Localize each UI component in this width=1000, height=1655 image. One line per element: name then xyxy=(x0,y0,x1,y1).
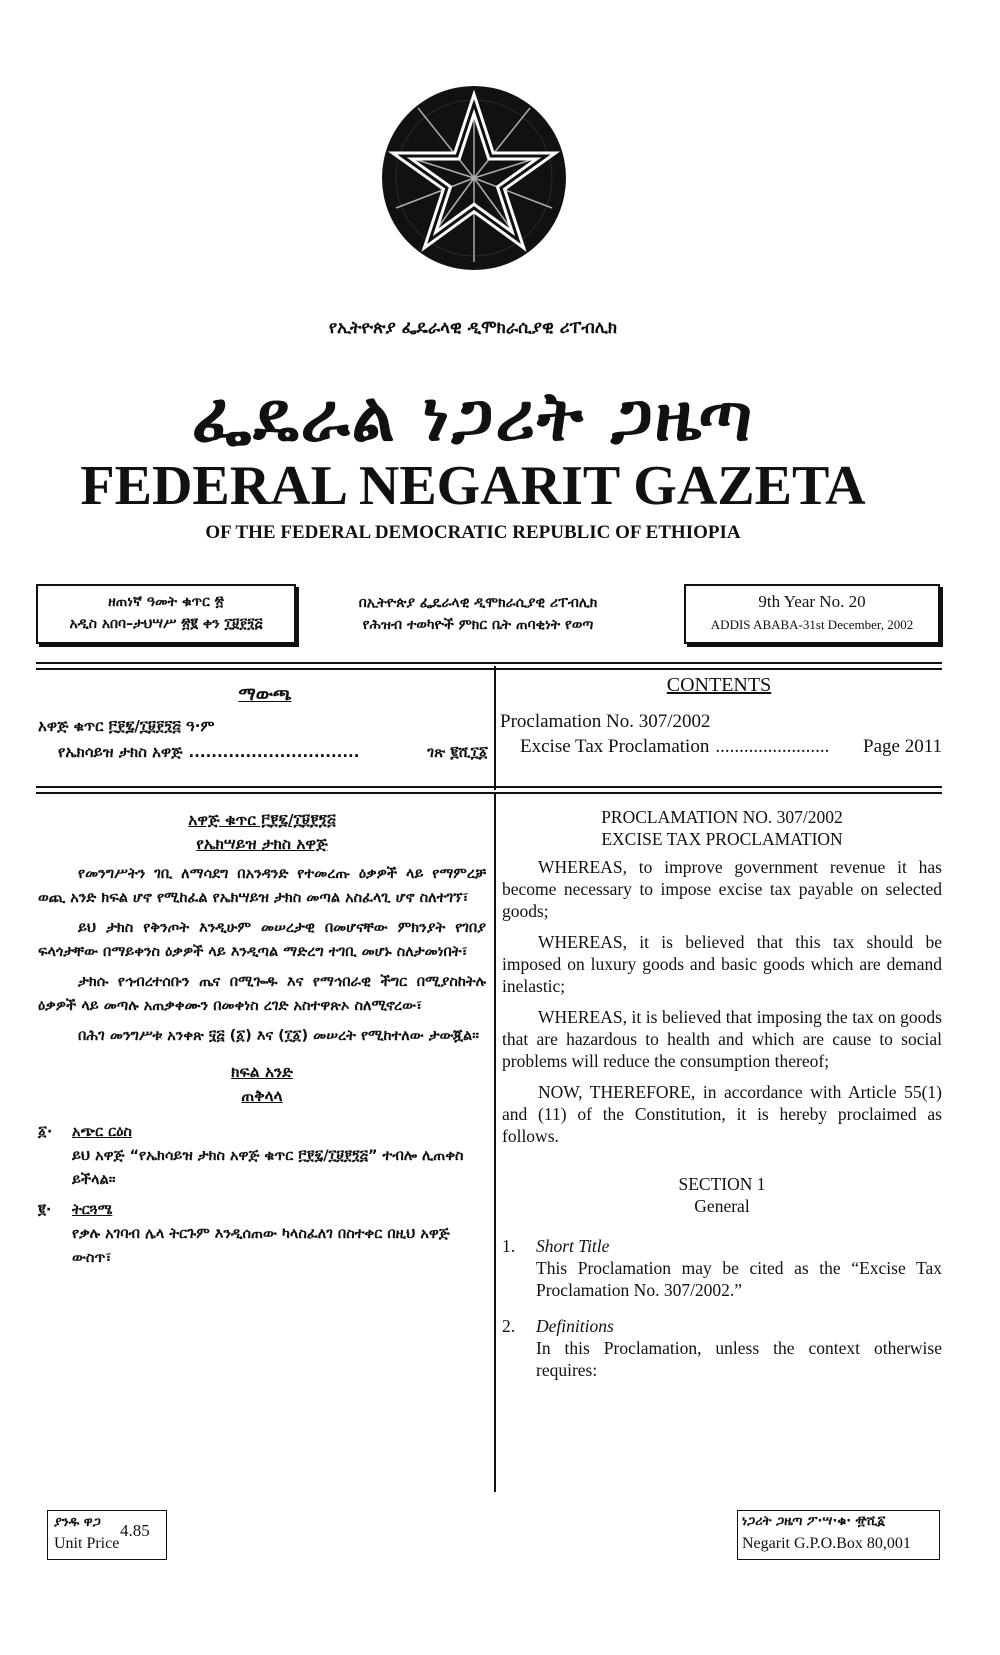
leader-dots: .............................. xyxy=(188,743,360,761)
article xyxy=(502,1315,942,1381)
contents-entry-page: Page 2011 xyxy=(863,736,942,757)
unit-price-value: 4.85 xyxy=(120,1521,150,1540)
article-amharic xyxy=(38,1198,486,1270)
section-title: SECTION 1 xyxy=(678,1174,766,1194)
column-divider xyxy=(494,792,496,1492)
article-number: 2. xyxy=(502,1316,516,1336)
contents-entry-title-amharic: የኤክሳይዝ ታክስ አዋጅ xyxy=(58,743,183,761)
article xyxy=(502,1235,942,1301)
article-title-amharic: አጭር ርዕስ xyxy=(72,1124,132,1140)
preamble-paragraph: WHEREAS, to improve government revenue it has become necessary to impose excise tax payable on selected goods; xyxy=(502,857,942,921)
article-title: Definitions xyxy=(536,1316,614,1336)
section-title-amharic: ክፍል አንድ xyxy=(231,1063,293,1081)
contents-entry-title: Excise Tax Proclamation xyxy=(520,736,710,757)
po-box-text: Negarit G.P.O.Box 80,001 xyxy=(742,1535,911,1552)
article-text: This Proclamation may be cited as the “Excise Tax Proclamation No. 307/2002.” xyxy=(536,1258,942,1300)
article-title: Short Title xyxy=(536,1236,610,1256)
article-text-amharic: የቃሉ አገባብ ሌላ ትርጉም እንዲሰጠው ካላስፈለገ በስተቀር በዚህ አዋጅ ውስጥ፣ xyxy=(72,1226,450,1266)
section-subtitle: General xyxy=(694,1196,750,1216)
contents-entry-page-amharic: ገጽ ፪ሺ፲፩ xyxy=(427,743,488,761)
contents-entry-number-amharic: አዋጅ ቁጥር ፫፻፯/፲፱፻፺፭ ዓ·ም xyxy=(38,717,215,735)
unit-price-box xyxy=(47,1510,167,1560)
divider xyxy=(36,786,942,788)
issue-number-amharic: ዘጠነኛ ዓመት ቁጥር ፳ xyxy=(108,594,224,610)
article-number-amharic: ፩· xyxy=(38,1124,53,1140)
proclamation-title-amharic: የኤክሣይዝ ታክስ አዋጅ xyxy=(196,835,328,853)
divider xyxy=(36,668,942,670)
issue-box xyxy=(684,584,940,644)
article-amharic xyxy=(38,1120,486,1192)
contents-entry xyxy=(520,736,942,758)
republic-name-amharic: የኢትዮጵያ ፌዴራላዊ ዲሞክራሲያዊ ሪፐብሊክ xyxy=(328,318,618,338)
issuer-line-2: የሕዝብ ተወካዮች ምክር ቤት ጠባቂነት የወጣ xyxy=(362,617,594,633)
gazette-subtitle: OF THE FEDERAL DEMOCRATIC REPUBLIC OF ETHIOPIA xyxy=(205,522,741,543)
preamble-paragraph-amharic: በሕገ መንግሥቱ አንቀጽ ፶፭ (፩) እና (፲፩) መሠረት የሚከተለው ታውጇል። xyxy=(78,1028,480,1044)
preamble-paragraph-amharic: ይህ ታክስ የቅንጦት እንዲሁም መሠረታዊ በመሆናቸው ምክንያት የገበያ ፍላጎታቸው በማይቀንስ ዕቃዎች ላይ እንዲጣል ማድረግ ተገቢ መሆኑ ስለታመነበት፣ xyxy=(38,920,486,960)
gazette-title: FEDERAL NEGARIT GAZETA xyxy=(80,455,866,517)
article-text-amharic: ይህ አዋጅ “የኤክሳይዝ ታክስ አዋጅ ቁጥር ፫፻፯/፲፱፻፺፭” ተብሎ ሊጠቀስ ይችላል። xyxy=(72,1148,464,1188)
preamble-paragraph-amharic: የመንግሥትን ገቢ ለማሳደግ በአንዳንድ የተመረጡ ዕቃዎች ላይ የማምረቻ ወጪ አንድ ክፍል ሆኖ የሚከፈል የኤክሣይዝ ታክስ መጣል አስፈላጊ ሆኖ ስለተገኘ፣ xyxy=(38,866,486,906)
issue-year-number: 9th Year No. 20 xyxy=(758,592,866,611)
issue-box-amharic xyxy=(36,584,296,644)
issue-date-amharic: አዲስ አበባ–ታህሣሥ ፳፪ ቀን ፲፱፻፺፭ xyxy=(69,616,263,632)
body-column xyxy=(502,806,942,1381)
preamble-paragraph: NOW, THEREFORE, in accordance with Article 55(1) and (11) of the Constitution, it is hereby proclaimed as follows. xyxy=(502,1082,942,1146)
article-title-amharic: ትርጓሜ xyxy=(72,1202,113,1218)
divider xyxy=(36,792,942,794)
preamble-paragraph-amharic: ታክሱ የኅብረተሰቡን ጤና በሚጐዱ እና የማኅበራዊ ችግር በሚያስከትሉ ዕቃዎች ላይ መጣሉ አጠቃቀሙን በመቀነስ ረገድ አስተዋጽኦ ስለሚኖረው፣ xyxy=(38,974,486,1014)
issue-place-date: ADDIS ABABA-31st December, 2002 xyxy=(710,617,914,632)
po-box xyxy=(737,1510,940,1560)
contents-entry-number: Proclamation No. 307/2002 xyxy=(500,711,711,732)
unit-price-label: Unit Price xyxy=(54,1535,120,1552)
divider xyxy=(36,662,942,664)
contents-heading: CONTENTS xyxy=(666,674,772,696)
unit-price-label-amharic: ያንዱ ዋጋ xyxy=(54,1515,101,1530)
section-subtitle-amharic: ጠቅላላ xyxy=(241,1087,283,1105)
leader-dots: ........................ xyxy=(715,736,830,757)
preamble-paragraph: WHEREAS, it is believed that imposing the tax on goods that are hazardous to health and which are cause to social problems will reduce the consumption thereof; xyxy=(502,1007,942,1071)
proclamation-number-amharic: አዋጅ ቁጥር ፫፻፯/፲፱፻፺፭ xyxy=(188,811,336,829)
article-text: In this Proclamation, unless the context otherwise requires: xyxy=(536,1338,942,1380)
ethiopian-star-emblem-icon xyxy=(380,84,568,272)
proclamation-title: EXCISE TAX PROCLAMATION xyxy=(601,829,843,849)
gazette-title-amharic: ፌዴራል ነጋሪት ጋዜጣ xyxy=(191,378,755,457)
article-number-amharic: ፪· xyxy=(38,1202,52,1218)
article-number: 1. xyxy=(502,1236,516,1256)
body-column-amharic xyxy=(38,808,486,1270)
issuer-line-1: በኢትዮጵያ ፌዴራላዊ ዲሞክራሲያዊ ሪፐብሊክ xyxy=(358,595,598,611)
preamble-paragraph: WHEREAS, it is believed that this tax should be imposed on luxury goods and basic goods which are demand inelastic; xyxy=(502,932,942,996)
po-box-amharic: ነጋሪት ጋዜጣ ፖ·ሣ·ቁ· ፹ሺ፩ xyxy=(742,1514,886,1529)
proclamation-number: PROCLAMATION NO. 307/2002 xyxy=(601,807,843,827)
issuer-block xyxy=(318,592,638,636)
contents-entry-amharic xyxy=(58,743,488,761)
contents-heading-amharic: ማውጫ xyxy=(238,684,292,705)
